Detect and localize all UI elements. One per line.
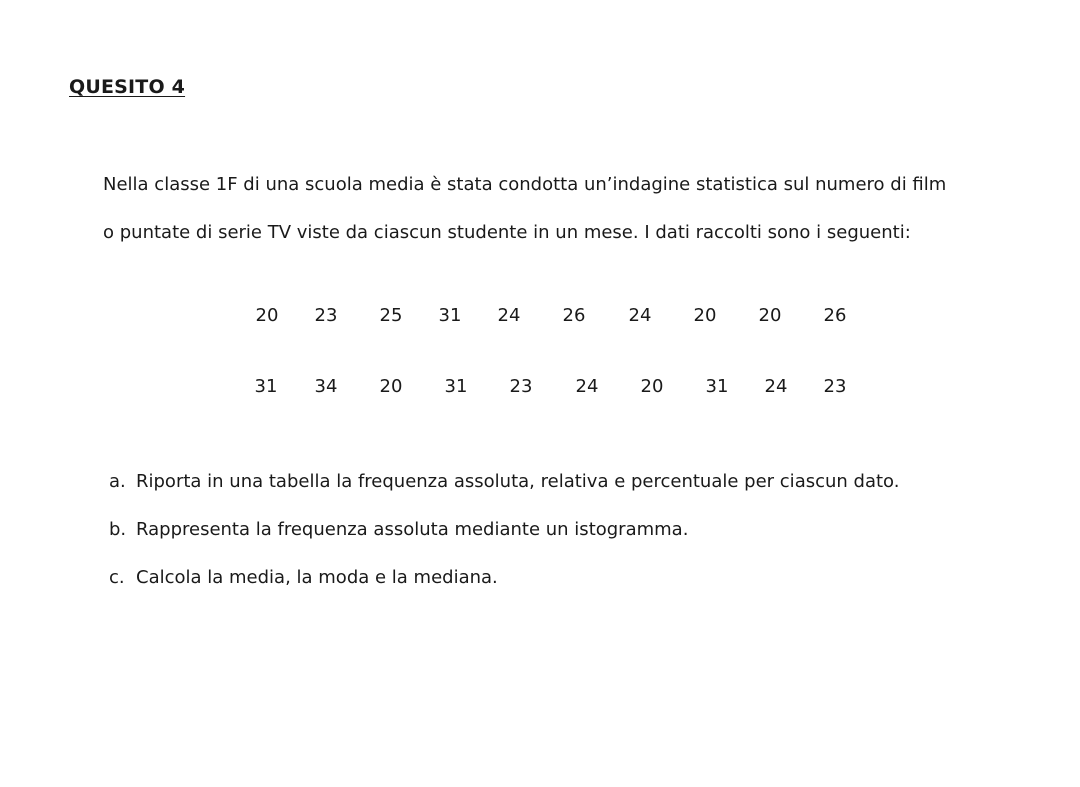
- data-value: 20: [640, 376, 664, 397]
- question-text: Calcola la media, la moda e la mediana.: [136, 567, 498, 588]
- data-value: 31: [444, 376, 468, 397]
- data-row-1: [0, 305, 1080, 329]
- data-value: 34: [314, 376, 338, 397]
- data-row-2: [0, 376, 1080, 400]
- question-text: Rappresenta la frequenza assoluta mediante un istogramma.: [136, 519, 689, 540]
- data-value: 24: [497, 305, 521, 326]
- data-value: 26: [562, 305, 586, 326]
- data-value: 24: [575, 376, 599, 397]
- question-letter: a.: [109, 471, 126, 492]
- question-text: Riporta in una tabella la frequenza assoluta, relativa e percentuale per ciascun dato.: [136, 471, 900, 492]
- data-value: 20: [758, 305, 782, 326]
- data-value: 20: [255, 305, 279, 326]
- question-b: [109, 519, 688, 540]
- question-c: [109, 567, 498, 588]
- intro-line-2: o puntate di serie TV viste da ciascun studente in un mese. I dati raccolti sono i seguenti:: [103, 222, 911, 243]
- data-value: 31: [254, 376, 278, 397]
- data-value: 23: [314, 305, 338, 326]
- question-a: [109, 471, 899, 492]
- intro-line-1: Nella classe 1F di una scuola media è stata condotta un’indagine statistica sul numero di film: [103, 174, 947, 195]
- data-value: 26: [823, 305, 847, 326]
- data-value: 20: [379, 376, 403, 397]
- data-value: 20: [693, 305, 717, 326]
- data-value: 31: [705, 376, 729, 397]
- question-title: QUESITO 4: [69, 76, 186, 98]
- data-value: 24: [628, 305, 652, 326]
- data-value: 24: [764, 376, 788, 397]
- data-value: 23: [823, 376, 847, 397]
- data-value: 23: [509, 376, 533, 397]
- data-value: 31: [438, 305, 462, 326]
- question-letter: c.: [109, 567, 125, 588]
- question-letter: b.: [109, 519, 127, 540]
- data-value: 25: [379, 305, 403, 326]
